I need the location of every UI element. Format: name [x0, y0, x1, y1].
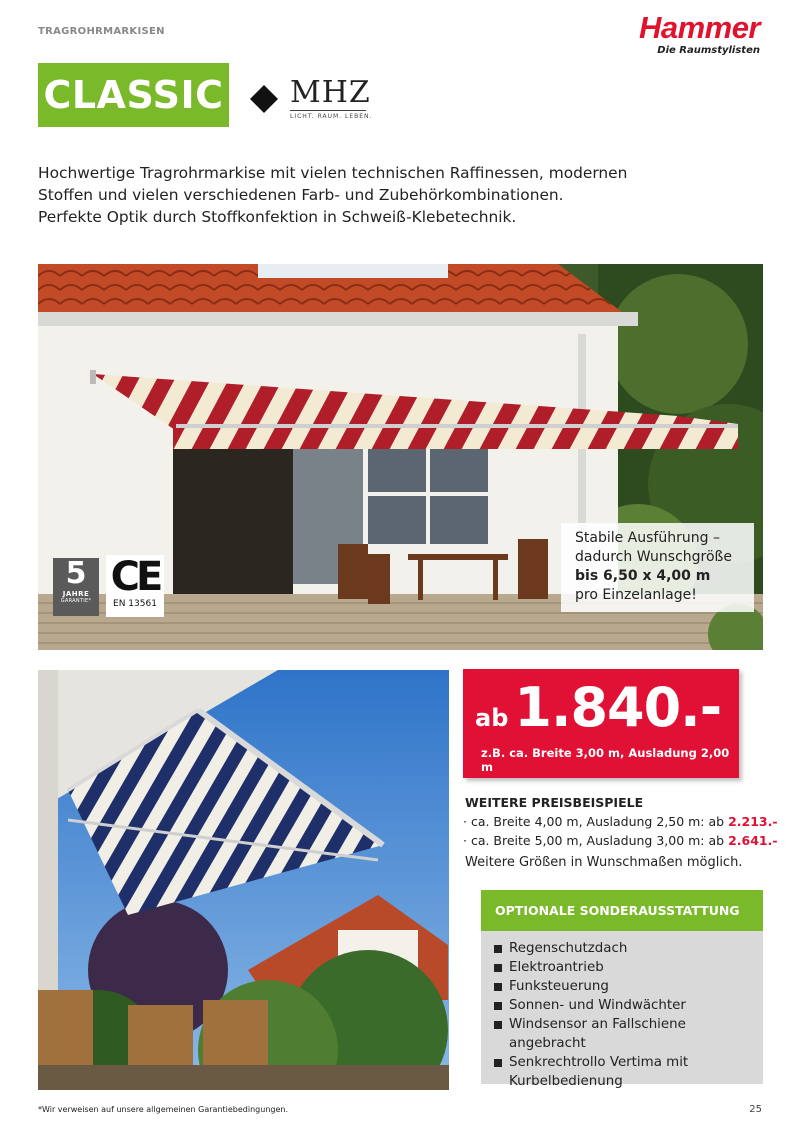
brand-tagline: Die Raumstylisten — [657, 45, 760, 56]
product-intro — [38, 162, 658, 228]
caption-size: bis 6,50 x 4,00 m — [575, 568, 711, 584]
options-box — [481, 890, 763, 1089]
price-example-value: 2.213.- — [728, 814, 778, 829]
price-prefix: ab — [475, 704, 509, 732]
list-item — [494, 939, 763, 958]
option-label: Regenschutzdach — [509, 941, 628, 956]
warranty-years-label: JAHRE — [62, 590, 90, 598]
price-value: 1.840.- — [514, 676, 722, 739]
intro-line: Stoffen und vielen verschiedenen Farb- und Zubehörkombinationen. — [38, 186, 564, 204]
list-item — [494, 958, 763, 977]
price-example-text: · ca. Breite 5,00 m, Ausladung 3,00 m: ab — [463, 833, 729, 848]
square-bullet-icon — [494, 1021, 502, 1029]
awning-blue-photo — [38, 670, 449, 1090]
square-bullet-icon — [494, 1002, 502, 1010]
option-label: Funksteuerung — [509, 979, 609, 994]
square-bullet-icon — [494, 964, 502, 972]
partner-logo-name: MHZ — [290, 75, 371, 110]
caption-line: dadurch Wunschgröße — [575, 549, 732, 565]
price-example-text: · ca. Breite 4,00 m, Ausladung 2,50 m: ab — [463, 814, 729, 829]
price-example-value: 2.641.- — [728, 833, 778, 848]
brand-logo — [639, 10, 760, 56]
intro-line: Perfekte Optik durch Stoffkonfektion in Schweiß-Klebetechnik. — [38, 208, 517, 226]
diamond-icon — [250, 85, 278, 113]
square-bullet-icon — [494, 1059, 502, 1067]
partner-logo — [250, 75, 373, 120]
list-item — [494, 1015, 763, 1053]
option-label: Kurbelbedienung — [509, 1074, 623, 1089]
options-title: OPTIONALE SONDERAUSSTATTUNG — [481, 890, 763, 931]
square-bullet-icon — [494, 983, 502, 991]
ce-norm: EN 13561 — [113, 599, 157, 609]
page-number: 25 — [749, 1104, 762, 1115]
ce-mark-icon: CE — [110, 554, 160, 600]
intro-line: Hochwertige Tragrohrmarkise mit vielen technischen Raffinessen, modernen — [38, 164, 628, 182]
option-label: Elektroantrieb — [509, 960, 604, 975]
more-prices-note: Weitere Größen in Wunschmaßen möglich. — [465, 855, 743, 870]
warranty-years-number: 5 — [65, 556, 87, 591]
brand-name: Hammer — [638, 10, 760, 45]
footnote: *Wir verweisen auf unsere allgemeinen Garantiebedingungen. — [38, 1105, 289, 1114]
photo-caption — [561, 523, 754, 612]
product-badge: CLASSIC — [38, 63, 229, 127]
warranty-sub: GARANTIE* — [60, 598, 92, 604]
warranty-badge — [53, 558, 99, 616]
list-item — [494, 996, 763, 1015]
list-item — [494, 977, 763, 996]
caption-line: Stabile Ausführung – — [575, 530, 720, 546]
partner-logo-sub: LICHT. RAUM. LEBEN. — [290, 113, 373, 120]
ce-badge — [106, 555, 164, 617]
list-item — [463, 812, 778, 831]
more-prices-title: WEITERE PREISBEISPIELE — [465, 795, 644, 810]
category-label: TRAGROHRMARKISEN — [38, 26, 165, 37]
option-label: Windsensor an Fallschiene angebracht — [509, 1017, 686, 1051]
price-note: z.B. ca. Breite 3,00 m, Ausladung 2,00 m — [481, 746, 730, 774]
list-item — [494, 1053, 763, 1072]
list-item — [494, 1072, 763, 1091]
option-label: Sonnen- und Windwächter — [509, 998, 686, 1013]
more-prices-list — [463, 812, 778, 850]
list-item — [463, 831, 778, 850]
option-label: Senkrechtrollo Vertima mit — [509, 1055, 689, 1070]
options-list — [481, 931, 763, 1091]
square-bullet-icon — [494, 945, 502, 953]
caption-line: pro Einzelanlage! — [575, 587, 697, 603]
price-box — [463, 669, 739, 778]
